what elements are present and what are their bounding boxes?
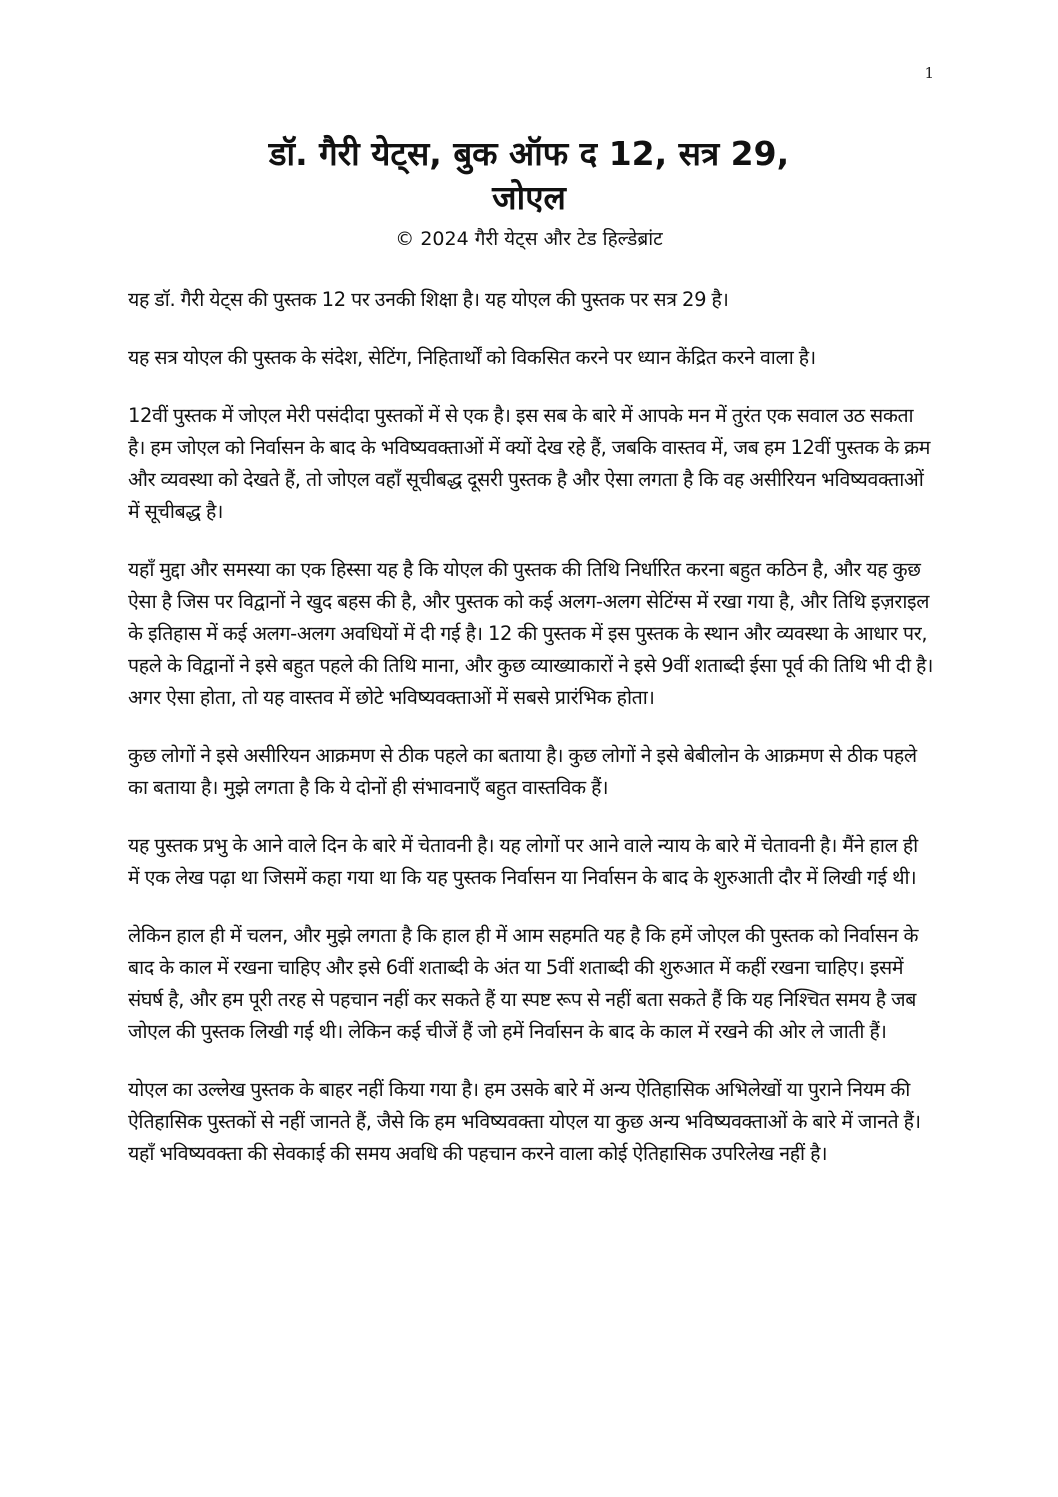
page-number: 1 [924,64,934,82]
paragraph: कुछ लोगों ने इसे असीरियन आक्रमण से ठीक पहले का बताया है। कुछ लोगों ने इसे बेबीलोन के आक्रमण से ठीक पहले का बताया है। मुझे लगता है कि ये दोनों ही संभावनाएँ बहुत वास्तविक हैं। [128,744,917,799]
copyright-line: © 2024 गैरी येट्स और टेड हिल्डेब्रांट [395,228,663,250]
paragraph: यह डॉ. गैरी येट्स की पुस्तक 12 पर उनकी शिक्षा है। यह योएल की पुस्तक पर सत्र 29 है। [128,288,729,311]
paragraph: लेकिन हाल ही में चलन, और मुझे लगता है कि हाल ही में आम सहमति यह है कि हमें जोएल की पुस्तक को निर्वासन के बाद के काल में रखना चाहिए और इसे 6वीं शताब्दी के अंत या 5वीं शताब्दी की शुरुआत में कहीं रखना चाहिए। इसमें संघर्ष है, और हम पूरी तरह से पहचान नहीं कर सकते हैं या स्पष्ट रूप से नहीं बता सकते हैं कि यह निश्चित समय है जब जोएल की पुस्तक लिखी गई थी। लेकिन कई चीजें हैं जो हमें निर्वासन के बाद के काल में रखने की ओर ले जाती हैं। [128,924,919,1043]
document-header [128,132,930,252]
document-title [128,132,930,220]
paragraph: यहाँ मुद्दा और समस्या का एक हिस्सा यह है कि योएल की पुस्तक की तिथि निर्धारित करना बहुत कठिन है, और यह कुछ ऐसा है जिस पर विद्वानों ने खुद बहस की है, और पुस्तक को कई अलग-अलग सेटिंग्स में रखा गया है, और तिथि इज़राइल के इतिहास में कई अलग-अलग अवधियों में दी गई है। 12 की पुस्तक में इस पुस्तक के स्थान और व्यवस्था के आधार पर, पहले के विद्वानों ने इसे बहुत पहले की तिथि माना, और कुछ व्याख्याकारों ने इसे 9वीं शताब्दी ईसा पूर्व की तिथि भी दी है। अगर ऐसा होता, तो यह वास्तव में छोटे भविष्यवक्ताओं में सबसे प्रारंभिक होता। [128,558,934,709]
paragraph: यह सत्र योएल की पुस्तक के संदेश, सेटिंग, निहितार्थों को विकसित करने पर ध्यान केंद्रित करने वाला है। [128,346,816,369]
title-line-1: डॉ. गैरी येट्स, बुक ऑफ द 12, सत्र 29, [268,134,790,173]
paragraph: योएल का उल्लेख पुस्तक के बाहर नहीं किया गया है। हम उसके बारे में अन्य ऐतिहासिक अभिलेखों या पुराने नियम की ऐतिहासिक पुस्तकों से नहीं जानते हैं, जैसे कि हम भविष्यवक्ता योएल या कुछ अन्य भविष्यवक्ताओं के बारे में जानते हैं। यहाँ भविष्यवक्ता की सेवकाई की समय अवधि की पहचान करने वाला कोई ऐतिहासिक उपरिलेख नहीं है। [128,1078,921,1165]
paragraph: 12वीं पुस्तक में जोएल मेरी पसंदीदा पुस्तकों में से एक है। इस सब के बारे में आपके मन में तुरंत एक सवाल उठ सकता है। हम जोएल को निर्वासन के बाद के भविष्यवक्ताओं में क्यों देख रहे हैं, जबकि वास्तव में, जब हम 12वीं पुस्तक के क्रम और व्यवस्था को देखते हैं, तो जोएल वहाँ सूचीबद्ध दूसरी पुस्तक है और ऐसा लगता है कि वह असीरियन भविष्यवक्ताओं में सूचीबद्ध है। [128,404,931,523]
paragraph: यह पुस्तक प्रभु के आने वाले दिन के बारे में चेतावनी है। यह लोगों पर आने वाले न्याय के बारे में चेतावनी है। मैंने हाल ही में एक लेख पढ़ा था जिसमें कहा गया था कि यह पुस्तक निर्वासन या निर्वासन के बाद के शुरुआती दौर में लिखी गई थी। [128,834,918,889]
title-line-2: जोएल [492,178,566,217]
document-body [128,284,934,1196]
